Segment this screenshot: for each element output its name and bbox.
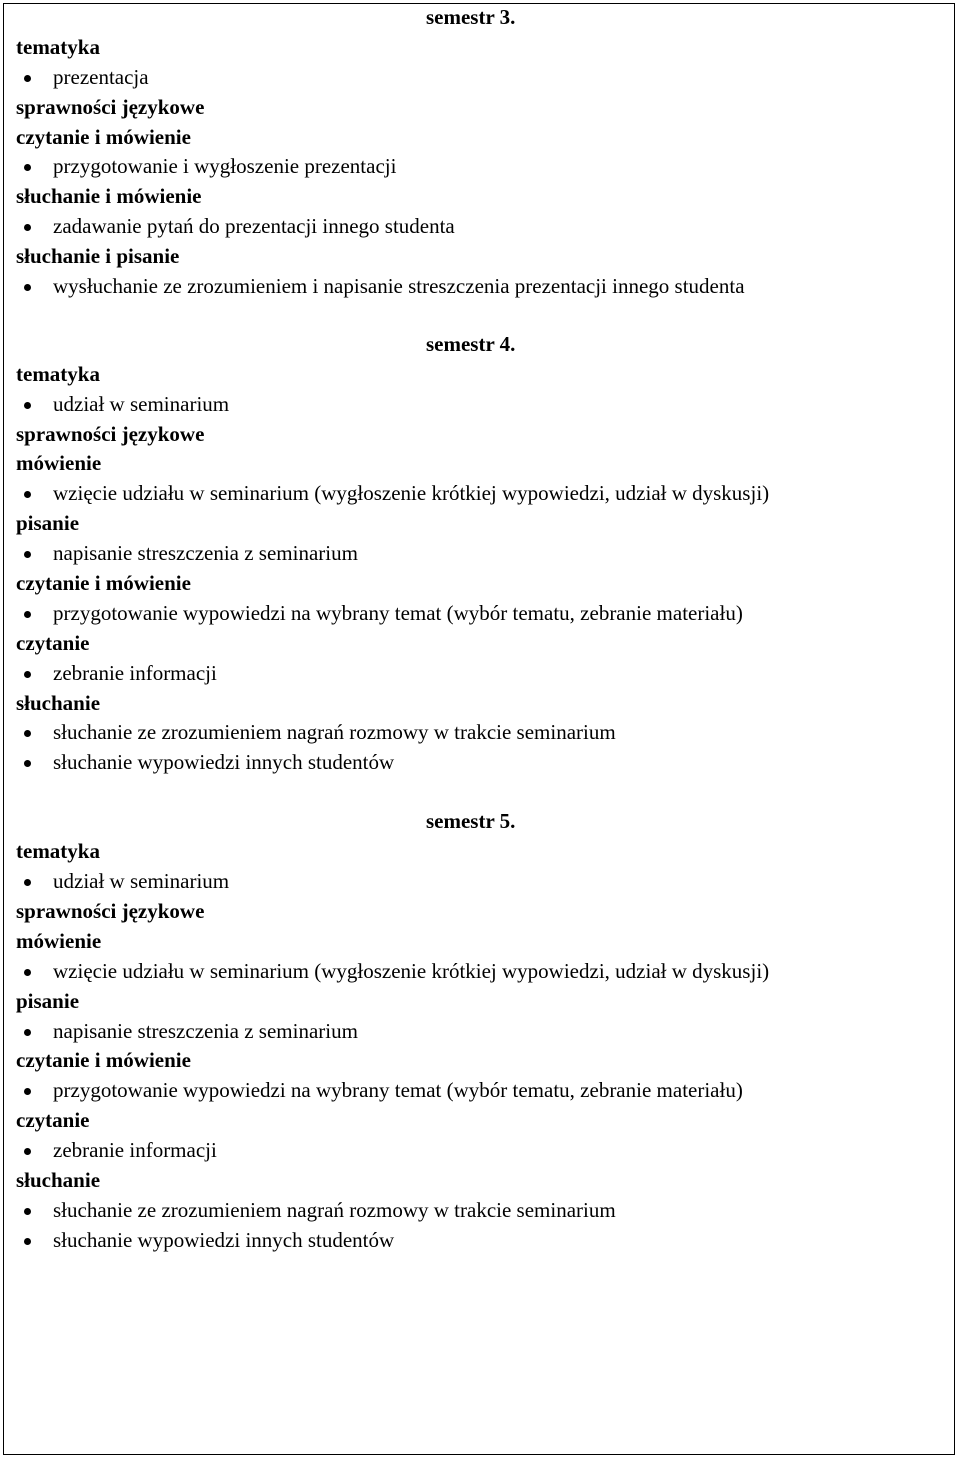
semester-title: semestr 4. (426, 331, 516, 356)
skills-heading: sprawności językowe (16, 94, 205, 119)
list-item: zebranie informacji (16, 1136, 946, 1166)
bullet-icon (24, 671, 31, 678)
skill-heading: pisanie (16, 511, 80, 536)
skill-heading: słuchanie (16, 690, 101, 715)
topic-heading: tematyka (16, 839, 100, 864)
list-item: wysłuchanie ze zrozumieniem i napisanie streszczenia prezentacji innego studenta (16, 272, 946, 302)
list-item: prezentacja (16, 63, 946, 93)
list-item: słuchanie ze zrozumieniem nagrań rozmowy w trakcie seminarium (16, 1196, 946, 1226)
skills-heading: sprawności językowe (16, 898, 205, 923)
bullet-icon (24, 164, 31, 171)
topic-heading: tematyka (16, 34, 100, 59)
skill-heading: słuchanie (16, 1167, 101, 1192)
bullet-icon (24, 1029, 31, 1036)
semester-3-section (16, 3, 946, 302)
list-item: wzięcie udziału w seminarium (wygłoszenie krótkiej wypowiedzi, udział w dyskusji) (16, 957, 946, 987)
skill-heading: czytanie i mówienie (16, 571, 191, 596)
skill-heading: słuchanie i pisanie (16, 244, 180, 269)
bullet-icon (24, 1088, 31, 1095)
semester-title: semestr 5. (426, 809, 516, 834)
bullet-icon (24, 1238, 31, 1245)
topic-heading: tematyka (16, 361, 100, 386)
list-item: słuchanie wypowiedzi innych studentów (16, 1226, 946, 1256)
bullet-icon (24, 551, 31, 558)
list-item: wzięcie udziału w seminarium (wygłoszenie krótkiej wypowiedzi, udział w dyskusji) (16, 479, 946, 509)
bullet-icon (24, 284, 31, 291)
document-body (16, 3, 946, 1256)
list-item: słuchanie wypowiedzi innych studentów (16, 748, 946, 778)
list-item: słuchanie ze zrozumieniem nagrań rozmowy w trakcie seminarium (16, 718, 946, 748)
skill-heading: czytanie (16, 630, 90, 655)
bullet-icon (24, 969, 31, 976)
bullet-icon (24, 1208, 31, 1215)
bullet-icon (24, 760, 31, 767)
skill-heading: czytanie i mówienie (16, 1048, 191, 1073)
list-item: przygotowanie wypowiedzi na wybrany temat (wybór tematu, zebranie materiału) (16, 1076, 946, 1106)
bullet-icon (24, 224, 31, 231)
list-item: przygotowanie i wygłoszenie prezentacji (16, 152, 946, 182)
list-item: napisanie streszczenia z seminarium (16, 539, 946, 569)
bullet-icon (24, 402, 31, 409)
bullet-icon (24, 730, 31, 737)
list-item: udział w seminarium (16, 390, 946, 420)
skill-heading: czytanie (16, 1108, 90, 1133)
skill-heading: mówienie (16, 928, 102, 953)
list-item: przygotowanie wypowiedzi na wybrany temat (wybór tematu, zebranie materiału) (16, 599, 946, 629)
skill-heading: słuchanie i mówienie (16, 184, 202, 209)
skill-heading: pisanie (16, 988, 80, 1013)
list-item: zadawanie pytań do prezentacji innego studenta (16, 212, 946, 242)
list-item: napisanie streszczenia z seminarium (16, 1017, 946, 1047)
semester-title: semestr 3. (426, 5, 516, 29)
skill-heading: mówienie (16, 451, 102, 476)
skills-heading: sprawności językowe (16, 421, 205, 446)
bullet-icon (24, 75, 31, 82)
semester-4-section (16, 330, 946, 778)
semester-5-section (16, 807, 946, 1255)
bullet-icon (24, 879, 31, 886)
list-item: zebranie informacji (16, 659, 946, 689)
bullet-icon (24, 611, 31, 618)
skill-heading: czytanie i mówienie (16, 124, 191, 149)
list-item: udział w seminarium (16, 867, 946, 897)
bullet-icon (24, 1148, 31, 1155)
bullet-icon (24, 491, 31, 498)
